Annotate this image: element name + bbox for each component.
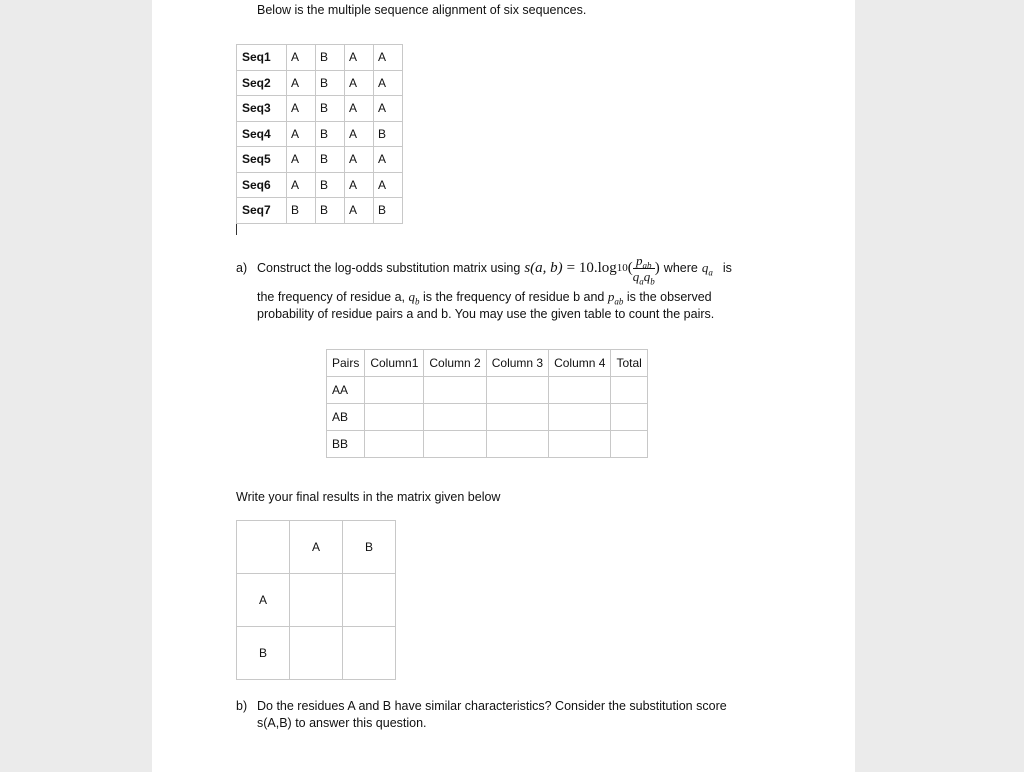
pairs-row — [327, 377, 648, 404]
count-cell[interactable] — [549, 431, 611, 458]
residue-cell: B — [316, 45, 345, 71]
formula-rhs: = 10.log 10 ( $\frac{p_{ab}}{q_aq_b}$ ) — [566, 252, 660, 287]
formula-lhs: s(a, b) — [524, 260, 563, 276]
final-instruction: Write your final results in the matrix given below — [236, 490, 501, 504]
question-a-line2 — [257, 289, 712, 305]
residue-cell: B — [287, 198, 316, 224]
count-cell[interactable] — [486, 377, 548, 404]
alignment-row — [237, 45, 403, 71]
residue-cell: B — [316, 96, 345, 122]
count-cell[interactable] — [424, 377, 486, 404]
alignment-row — [237, 70, 403, 96]
pairs-row — [327, 404, 648, 431]
open-paren: ( — [627, 260, 633, 276]
formula-eq: = 10.log — [566, 260, 617, 276]
matrix-col-header: A — [290, 521, 343, 574]
residue-cell: A — [345, 172, 374, 198]
alignment-table — [236, 44, 403, 224]
column-header: Column1 — [365, 350, 424, 377]
where-text: where — [663, 261, 698, 275]
column-header: Column 4 — [549, 350, 611, 377]
question-a-label: a) — [236, 261, 248, 275]
pairs-row — [327, 431, 648, 458]
count-cell[interactable] — [611, 431, 647, 458]
qa-symbol: $q_a$ — [701, 260, 713, 278]
sequence-name: Seq1 — [237, 45, 287, 71]
alignment-row — [237, 96, 403, 122]
text: is the frequency of residue b and — [422, 290, 605, 304]
residue-cell: A — [374, 45, 403, 71]
residue-cell: A — [374, 147, 403, 173]
formula-numerator: $p_{ab}$ — [633, 253, 655, 269]
pab-symbol: $p_{ab}$ — [607, 289, 624, 307]
residue-cell: B — [316, 198, 345, 224]
text: is the observed — [626, 290, 712, 304]
column-header: Total — [611, 350, 647, 377]
sequence-name: Seq3 — [237, 96, 287, 122]
question-b-label: b) — [236, 699, 248, 713]
pair-label: AA — [327, 377, 365, 404]
matrix-corner — [237, 521, 290, 574]
residue-cell: B — [316, 147, 345, 173]
residue-cell: A — [345, 121, 374, 147]
alignment-row — [237, 172, 403, 198]
residue-cell: A — [287, 172, 316, 198]
count-cell[interactable] — [486, 431, 548, 458]
formula-fraction — [632, 252, 655, 287]
intro-text: Below is the multiple sequence alignment of six sequences. — [257, 3, 587, 17]
residue-cell: A — [345, 45, 374, 71]
column-header: Pairs — [327, 350, 365, 377]
residue-cell: A — [345, 198, 374, 224]
count-cell[interactable] — [365, 377, 424, 404]
matrix-col-header: B — [343, 521, 396, 574]
score-cell[interactable] — [290, 627, 343, 680]
sequence-name: Seq6 — [237, 172, 287, 198]
residue-cell: A — [287, 45, 316, 71]
alignment-row — [237, 147, 403, 173]
count-cell[interactable] — [486, 404, 548, 431]
question-a-text: Construct the log-odds substitution matrix using — [257, 261, 521, 275]
matrix-row — [237, 574, 396, 627]
is-text: is — [722, 261, 732, 275]
formula-denominator: $q_aq_b$ — [632, 268, 655, 287]
pairs-header-row — [327, 350, 648, 377]
residue-cell: A — [374, 172, 403, 198]
count-cell[interactable] — [611, 377, 647, 404]
matrix-header-row — [237, 521, 396, 574]
close-paren: ) — [654, 260, 660, 276]
count-cell[interactable] — [365, 431, 424, 458]
count-cell[interactable] — [549, 377, 611, 404]
residue-cell: A — [287, 121, 316, 147]
residue-cell: A — [345, 96, 374, 122]
residue-cell: B — [316, 70, 345, 96]
score-matrix — [236, 520, 396, 680]
question-b-line2: s(A,B) to answer this question. — [257, 716, 427, 730]
text: the frequency of residue a, — [257, 290, 406, 304]
question-a-line3: probability of residue pairs a and b. You may use the given table to count the pairs. — [257, 307, 715, 321]
question-a-line1 — [257, 251, 732, 285]
matrix-row — [237, 627, 396, 680]
residue-cell: A — [287, 147, 316, 173]
pair-label: AB — [327, 404, 365, 431]
sequence-name: Seq5 — [237, 147, 287, 173]
residue-cell: A — [345, 70, 374, 96]
sequence-name: Seq4 — [237, 121, 287, 147]
matrix-row-header: B — [237, 627, 290, 680]
residue-cell: A — [287, 70, 316, 96]
qb-symbol: $q_b$ — [408, 289, 420, 307]
residue-cell: A — [287, 96, 316, 122]
sequence-name: Seq7 — [237, 198, 287, 224]
count-cell[interactable] — [424, 404, 486, 431]
residue-cell: A — [345, 147, 374, 173]
residue-cell: B — [374, 198, 403, 224]
count-cell[interactable] — [549, 404, 611, 431]
matrix-row-header: A — [237, 574, 290, 627]
score-cell[interactable] — [343, 627, 396, 680]
count-cell[interactable] — [611, 404, 647, 431]
pairs-table — [326, 349, 648, 458]
alignment-row — [237, 198, 403, 224]
residue-cell: B — [374, 121, 403, 147]
residue-cell: B — [316, 172, 345, 198]
residue-cell: A — [374, 70, 403, 96]
question-b-line1: Do the residues A and B have similar characteristics? Consider the substitution score — [257, 699, 727, 713]
residue-cell: A — [374, 96, 403, 122]
score-cell[interactable] — [343, 574, 396, 627]
count-cell[interactable] — [365, 404, 424, 431]
column-header: Column 2 — [424, 350, 486, 377]
sequence-name: Seq2 — [237, 70, 287, 96]
score-cell[interactable] — [290, 574, 343, 627]
count-cell[interactable] — [424, 431, 486, 458]
pair-label: BB — [327, 431, 365, 458]
column-header: Column 3 — [486, 350, 548, 377]
residue-cell: B — [316, 121, 345, 147]
alignment-row — [237, 121, 403, 147]
